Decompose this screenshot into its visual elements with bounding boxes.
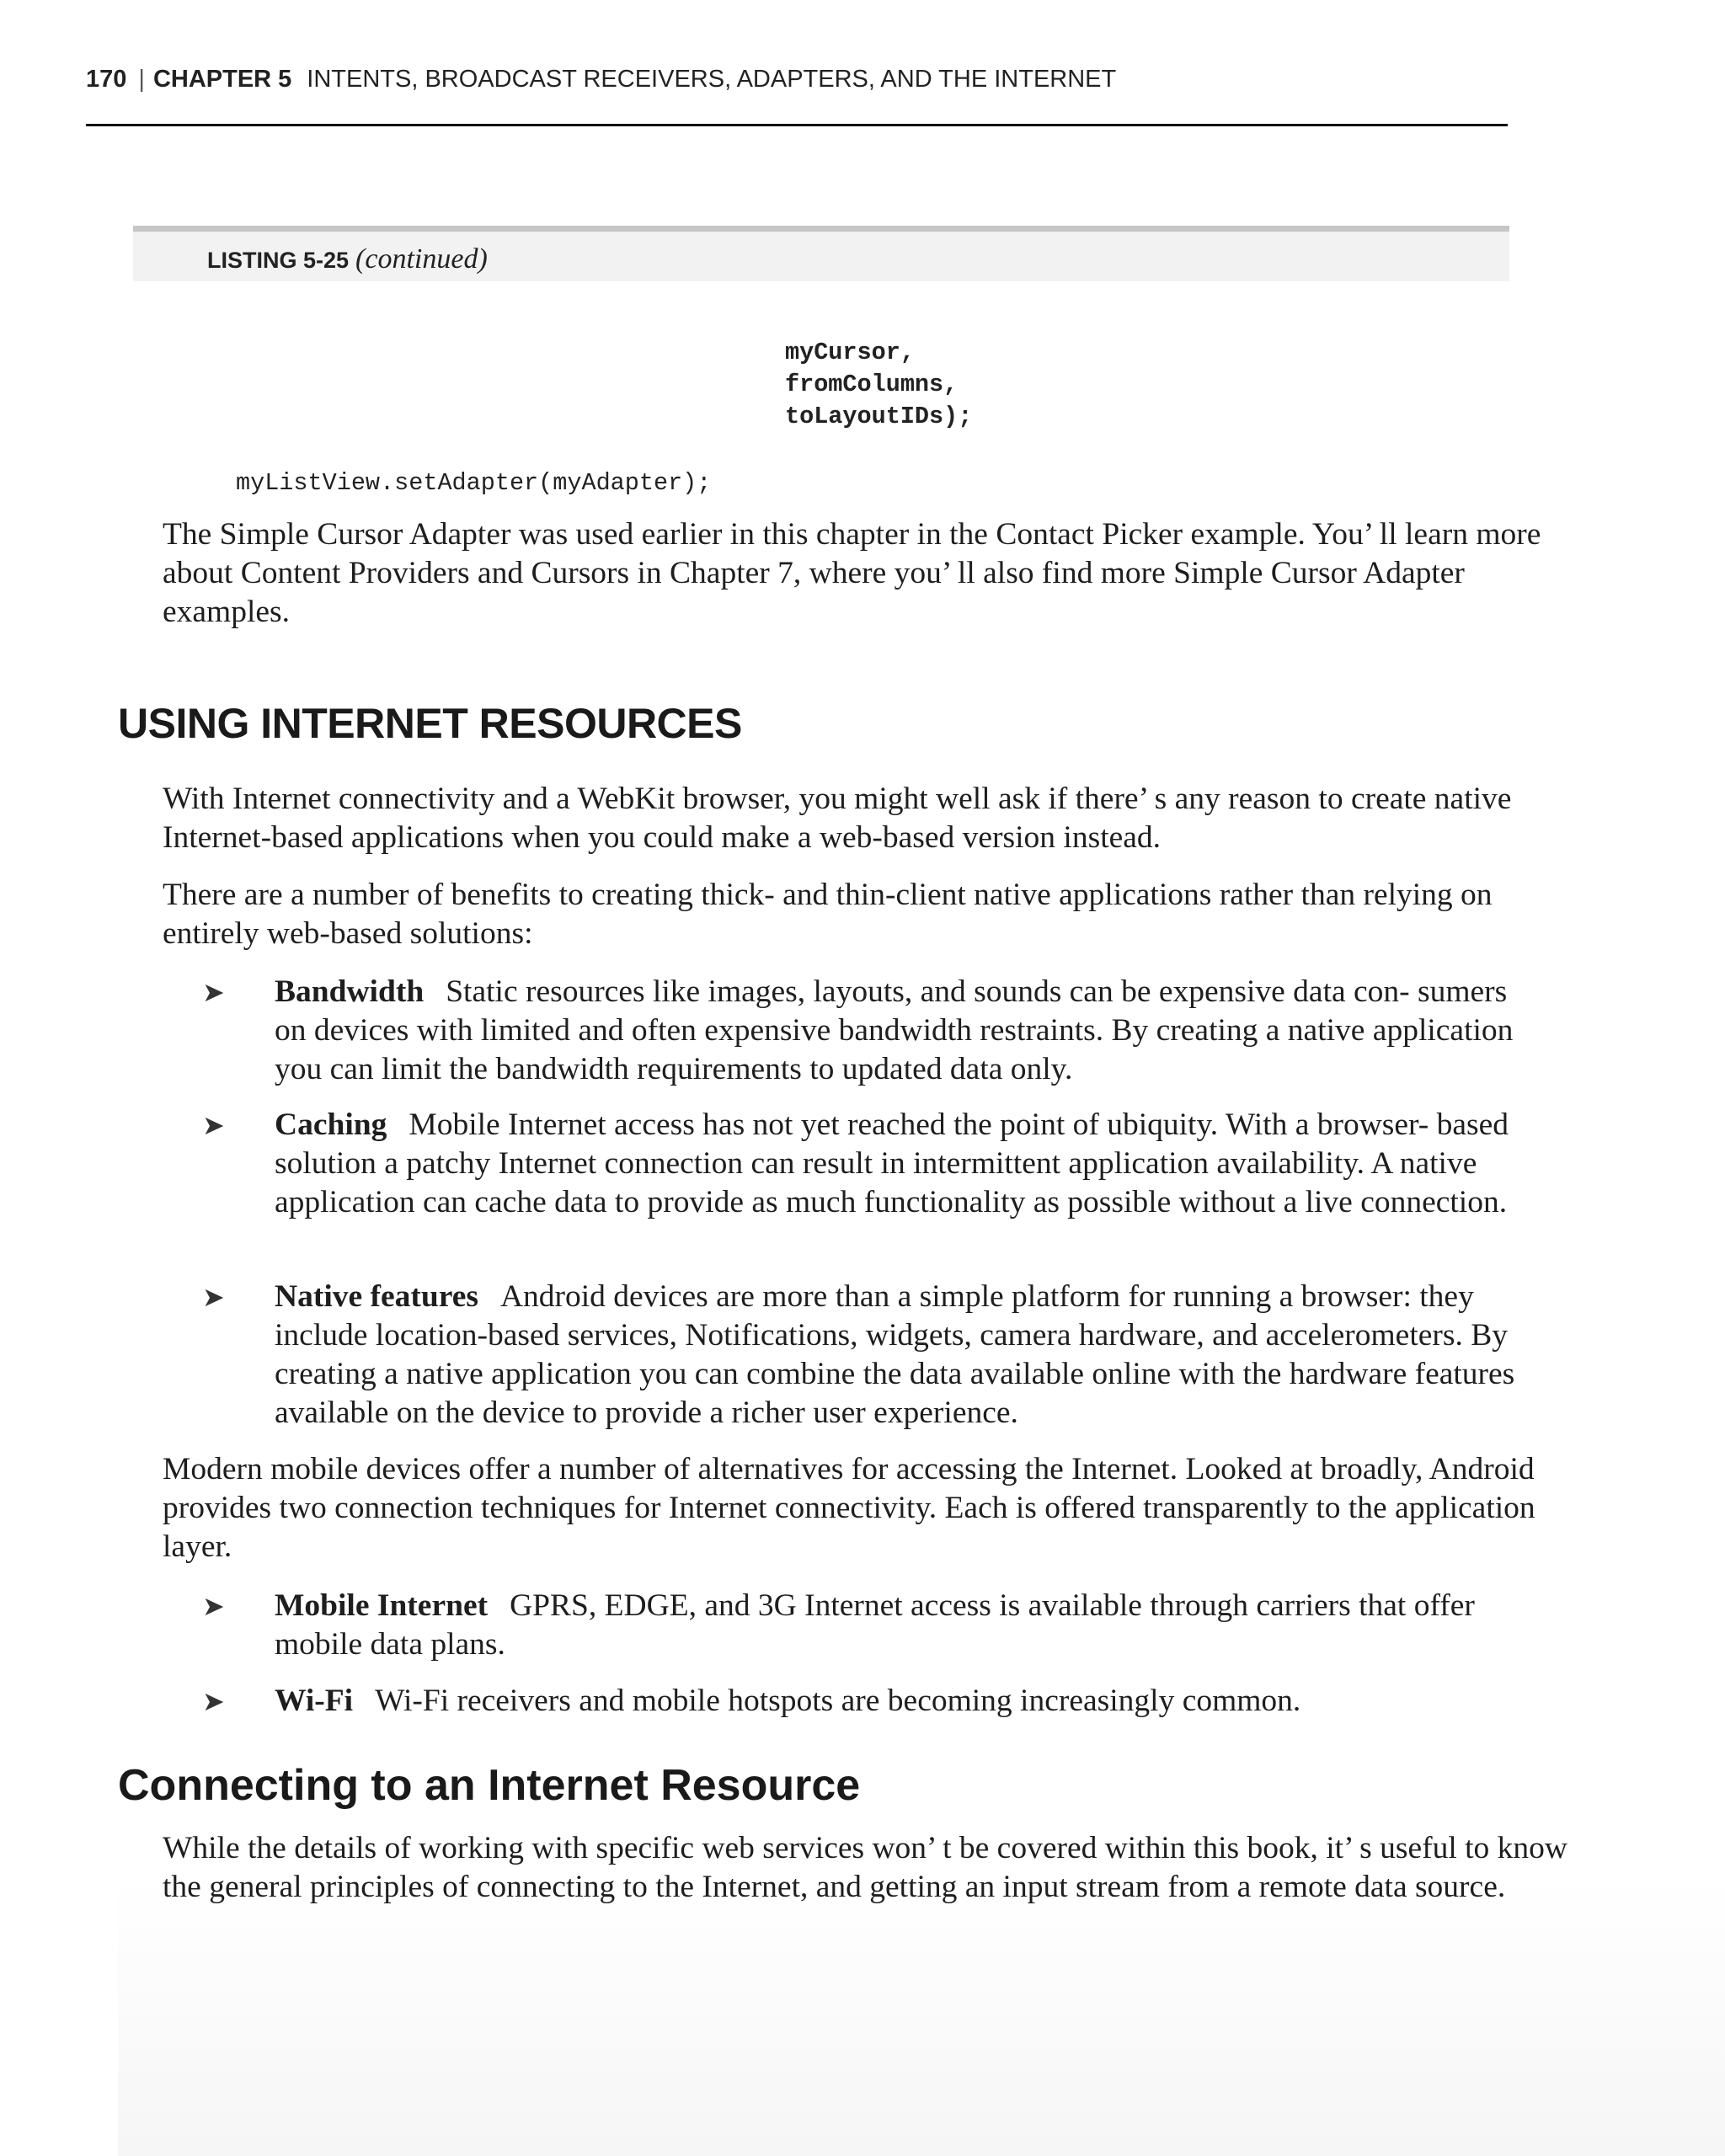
section-paragraph-2: There are a number of benefits to creating thick- and thin-client native applications rather than relying on entirely web-based solutions: bbox=[163, 878, 1493, 951]
bullet-description: Wi-Fi receivers and mobile hotspots are becoming increasingly common. bbox=[375, 1684, 1301, 1718]
arrow-bullet-icon: ➤ bbox=[202, 976, 225, 1008]
listing-label bbox=[207, 243, 488, 275]
bullet-description: Mobile Internet access has not yet reached the point of ubiquity. With a browser- based solution a patchy Internet connection can result in intermittent application availability. A native application can cache data to provide as much functionality as possible without a live connection. bbox=[275, 1107, 1509, 1219]
bullet-description: Android devices are more than a simple platform for running a browser: they include location-based services, Notifications, widgets, camera hardware, and accelerometers. By creating a native application you can combine the data available online with the hardware features available on the device to provide a richer user experience. bbox=[275, 1279, 1515, 1430]
chapter-title: INTENTS, BROADCAST RECEIVERS, ADAPTERS, AND THE INTERNET bbox=[307, 66, 1117, 93]
arrow-bullet-icon: ➤ bbox=[202, 1281, 225, 1313]
chapter-label: CHAPTER 5 bbox=[152, 66, 292, 93]
intro-paragraph: The Simple Cursor Adapter was used earlier in this chapter in the Contact Picker example. You’ ll learn more about Content Providers and Cursors in Chapter 7, where you’ ll also find more Simple Cursor Adapter examples. bbox=[163, 517, 1541, 629]
bullet-text bbox=[275, 973, 1521, 1089]
arrow-bullet-icon: ➤ bbox=[202, 1109, 225, 1141]
subsection-paragraph: While the details of working with specific web services won’ t be covered within this book, it’ s useful to know the general principles of connecting to the Internet, and getting an input stream from a remote data source. bbox=[163, 1831, 1568, 1904]
running-head-separator: | bbox=[138, 66, 145, 93]
bullet-term: Wi-Fi bbox=[275, 1684, 354, 1718]
bullet-text bbox=[275, 1587, 1521, 1664]
running-head bbox=[86, 66, 1116, 93]
subsection-heading: Connecting to an Internet Resource bbox=[118, 1761, 861, 1810]
section-heading: USING INTERNET RESOURCES bbox=[118, 700, 742, 747]
header-rule bbox=[86, 124, 1508, 126]
bullet-text bbox=[275, 1106, 1521, 1222]
arrow-bullet-icon: ➤ bbox=[202, 1590, 225, 1622]
listing-continued: (continued) bbox=[355, 243, 488, 275]
page-shading bbox=[118, 1878, 1725, 2156]
code-block-continued: myCursor, fromColumns, toLayoutIDs); bbox=[785, 339, 973, 430]
bullet-text bbox=[275, 1682, 1521, 1721]
bullet-description: GPRS, EDGE, and 3G Internet access is available through carriers that offer mobile data plans. bbox=[275, 1588, 1475, 1662]
code-line-set-adapter: myListView.setAdapter(myAdapter); bbox=[236, 469, 712, 497]
section-paragraph-1: With Internet connectivity and a WebKit browser, you might well ask if there’ s any reason to create native Internet-based applications when you could make a web-based version instead. bbox=[163, 782, 1512, 855]
page-number: 170 bbox=[86, 66, 127, 93]
listing-number: LISTING 5-25 bbox=[207, 248, 350, 273]
bullet-text bbox=[275, 1278, 1521, 1433]
bullet-term: Native features bbox=[275, 1279, 478, 1314]
bullet-term: Mobile Internet bbox=[275, 1588, 489, 1623]
bullet-term: Bandwidth bbox=[275, 974, 425, 1009]
bullet-description: Static resources like images, layouts, and sounds can be expensive data con- sumers on devices with limited and often expensive bandwidth restraints. By creating a native application you can limit the bandwidth requirements to updated data only. bbox=[275, 974, 1514, 1086]
connection-paragraph: Modern mobile devices offer a number of alternatives for accessing the Internet. Looked at broadly, Android provides two connection techniques for Internet connectivity. Each is offered transparently to the application layer. bbox=[163, 1452, 1535, 1564]
bullet-term: Caching bbox=[275, 1107, 387, 1142]
listing-caption-bar bbox=[133, 226, 1509, 281]
arrow-bullet-icon: ➤ bbox=[202, 1685, 225, 1717]
